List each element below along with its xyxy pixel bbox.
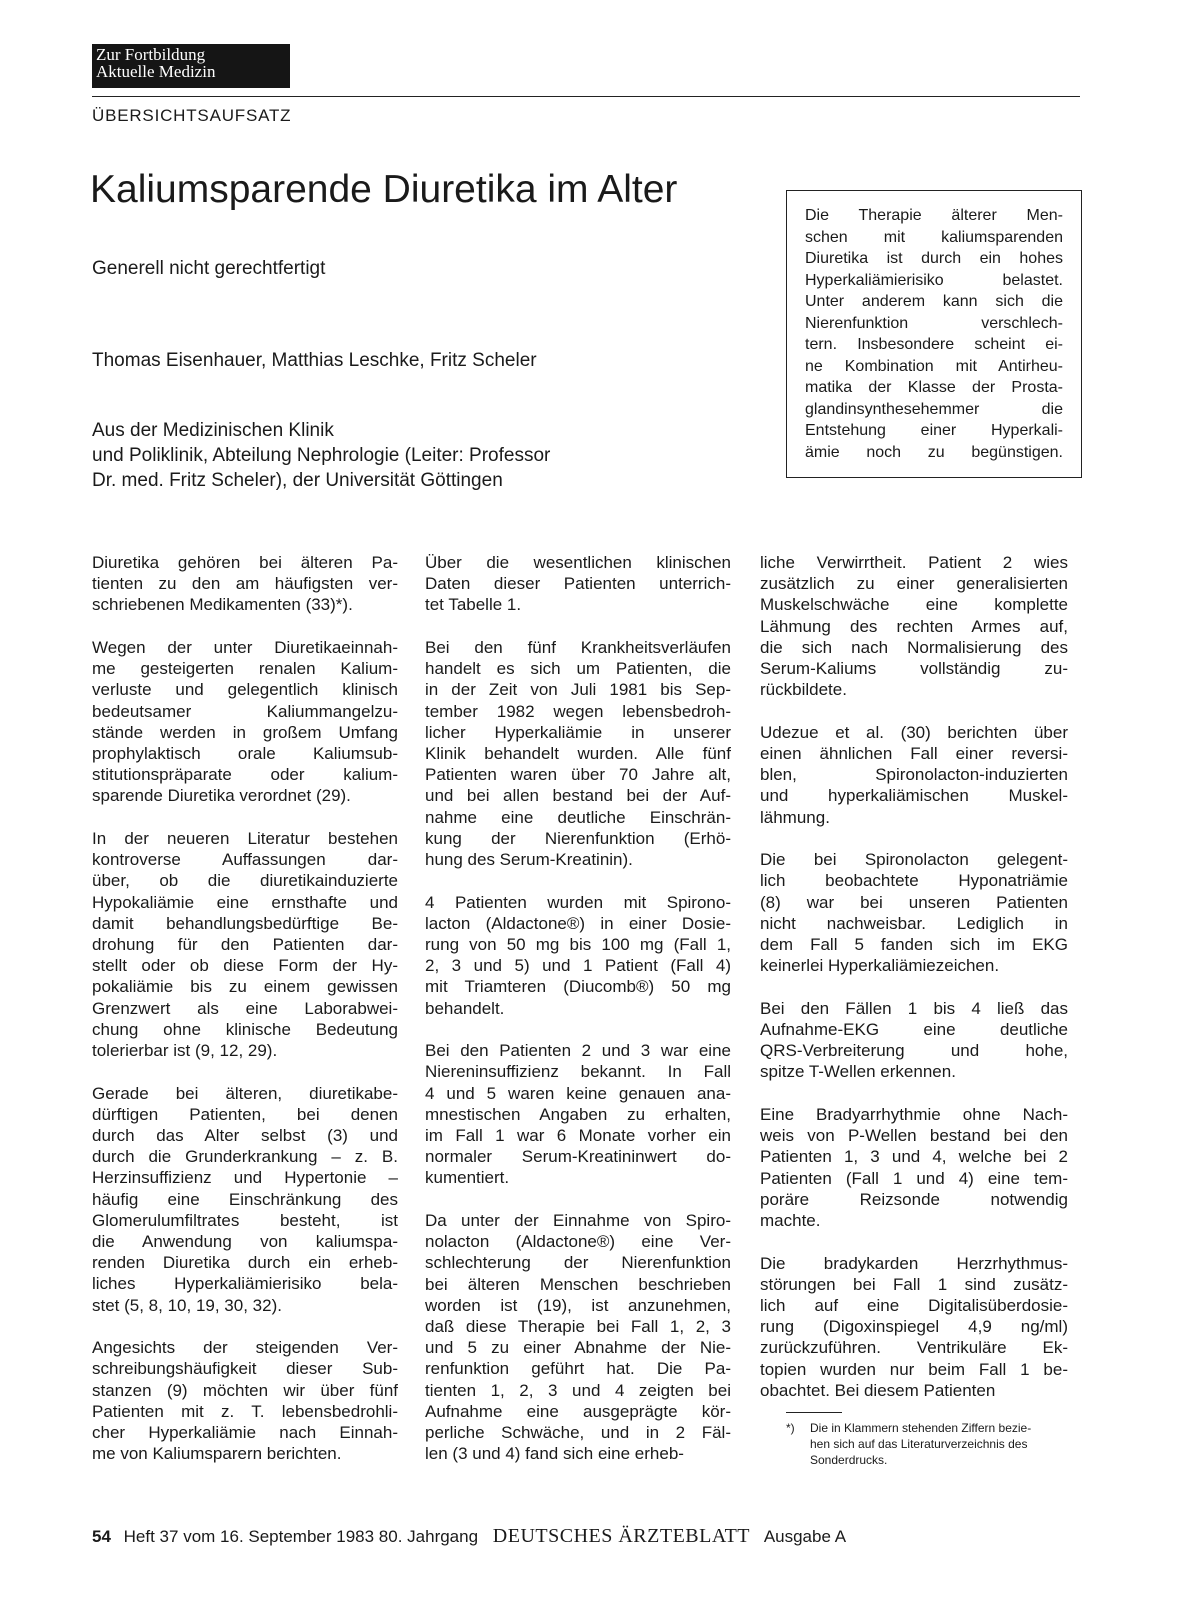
article-authors: Thomas Eisenhauer, Matthias Leschke, Fritz Scheler [92, 350, 537, 371]
footnote-line: Sonderdrucks. [810, 1453, 888, 1467]
paragraph-line: Diuretika gehören bei älteren Pa- [92, 553, 398, 572]
paragraph-line: Grenzwert als eine Laborabwei- [92, 998, 398, 1018]
paragraph-line: tienten 1, 2, 3 und 4 zeigten bei [425, 1380, 731, 1400]
paragraph-line: liche Verwirrtheit. Patient 2 wies [760, 553, 1068, 572]
paragraph-line: len (3 und 4) fand sich eine erheb- [425, 1444, 684, 1464]
footnote-line: Die in Klammern stehenden Ziffern bezie- [810, 1421, 1032, 1435]
paragraph-line: rung (Digoxinspiegel 4,9 ng/ml) [760, 1317, 1068, 1337]
paragraph [760, 1104, 1068, 1231]
paragraph-line: Serum-Kaliums vollständig zu- [760, 659, 1068, 679]
journal-name: DEUTSCHES ÄRZTEBLATT [492, 1525, 751, 1547]
paragraph-line: topien wurden nur beim Fall 1 be- [760, 1359, 1068, 1379]
paragraph-line: über, ob die diuretikainduzierte [92, 871, 398, 891]
paragraph-line: lich beobachtete Hyponatriämie [760, 871, 1068, 891]
paragraph-line: handelt es sich um Patienten, die [425, 659, 731, 679]
paragraph [92, 1337, 398, 1464]
paragraph-line: Udezue et al. (30) berichten über [760, 722, 1068, 742]
abstract-line: ämie noch zu begünstigen. [805, 443, 1063, 461]
paragraph-line: drohung für den Patienten dar- [92, 935, 398, 955]
paragraph [760, 1253, 1068, 1401]
paragraph [92, 828, 398, 1061]
paragraph-line: in der Zeit von Juli 1981 bis Sep- [425, 680, 731, 700]
paragraph-line: me von Kaliumsparern berichten. [92, 1444, 342, 1464]
paragraph-line: prophylaktisch orale Kaliumsub- [92, 744, 398, 764]
paragraph-line: Hypokaliämie eine ernsthafte und [92, 892, 398, 912]
paragraph-line: stellt oder ob diese Form der Hy- [92, 956, 398, 976]
paragraph [760, 849, 1068, 976]
paragraph-line: die Anwendung von kaliumspa- [92, 1232, 398, 1252]
paragraph-line: lähmung. [760, 807, 830, 827]
paragraph-line: Daten dieser Patienten unterrich- [425, 574, 731, 594]
paragraph-line: durch die Grunderkrankung – z. B. [92, 1147, 398, 1167]
abstract-line: matika der Klasse der Prosta- [805, 379, 1063, 396]
paragraph-line: schlechterung der Nierenfunktion [425, 1253, 731, 1273]
paragraph-line: kumentiert. [425, 1168, 510, 1188]
paragraph-line: bedeutsamer Kaliummangelzu- [92, 701, 398, 721]
affiliation [92, 418, 550, 493]
paragraph-line: poräre Reizsonde notwendig [760, 1189, 1068, 1209]
abstract-line: Unter anderem kann sich die [805, 293, 1063, 310]
article-subtitle: Generell nicht gerechtfertigt [92, 258, 326, 279]
paragraph-line: tolerierbar ist (9, 12, 29). [92, 1041, 278, 1061]
paragraph-line: lich auf eine Digitalisüberdosie- [760, 1296, 1068, 1316]
paragraph-line: Aufnahme-EKG eine deutliche [760, 1020, 1068, 1040]
paragraph-line: häufig eine Einschränkung des [92, 1189, 398, 1209]
paragraph-line: daß diese Therapie bei Fall 1, 2, 3 [425, 1317, 731, 1337]
paragraph [760, 722, 1068, 828]
paragraph-line: 4 Patienten wurden mit Spirono- [425, 892, 731, 912]
paragraph-line: Herzinsuffizienz und Hypertonie – [92, 1168, 398, 1188]
paragraph-line: stet (5, 8, 10, 19, 30, 32). [92, 1295, 282, 1315]
paragraph-line: bei älteren Menschen beschrieben [425, 1274, 731, 1294]
body-column-2 [425, 552, 731, 1486]
paragraph-line: nahme eine deutliche Einschrän- [425, 807, 731, 827]
paragraph-line: (8) war bei unseren Patienten [760, 892, 1068, 912]
header-rule [92, 96, 1080, 97]
paragraph-line: liches Hyperkaliämierisiko bela- [92, 1274, 398, 1294]
paragraph-line: renfunktion geführt hat. Die Pa- [425, 1359, 731, 1379]
footnote-mark: *) [786, 1421, 795, 1435]
paragraph-line: stände werden in großem Umfang [92, 722, 398, 742]
paragraph-line: einen ähnlichen Fall einer reversi- [760, 744, 1068, 764]
paragraph-line: nicht nachweisbar. Lediglich in [760, 913, 1068, 933]
paragraph-line: sparende Diuretika verordnet (29). [92, 786, 351, 806]
paragraph-line: Aufnahme eine ausgeprägte kör- [425, 1401, 731, 1421]
paragraph [92, 552, 398, 616]
paragraph-line: worden ist (19), ist anzunehmen, [425, 1295, 731, 1315]
paragraph-line: renden Diuretika durch ein erheb- [92, 1253, 398, 1273]
paragraph-line: Da unter der Einnahme von Spiro- [425, 1211, 731, 1231]
paragraph-line: zurückzuführen. Ventrikuläre Ek- [760, 1338, 1068, 1358]
paragraph-line: hung des Serum-Kreatinin). [425, 850, 633, 870]
abstract-line: Entstehung einer Hyperkali- [805, 422, 1063, 439]
paragraph-line: cher Hyperkaliämie nach Einnah- [92, 1423, 398, 1443]
paragraph [425, 1210, 731, 1464]
paragraph-line: behandelt. [425, 998, 505, 1018]
page-number: 54 [92, 1527, 111, 1546]
affiliation-line: Aus der Medizinischen Klinik [92, 420, 334, 441]
article-title: Kaliumsparende Diuretika im Alter [90, 168, 678, 211]
paragraph-line: Muskelschwäche eine komplette [760, 595, 1068, 615]
edition: Ausgabe A [763, 1527, 847, 1546]
section-badge [92, 44, 290, 88]
paragraph-line: dürftigen Patienten, bei denen [92, 1104, 398, 1124]
paragraph-line: Lähmung des rechten Armes auf, [760, 616, 1068, 636]
paragraph-line: obachtet. Bei diesem Patienten [760, 1380, 996, 1400]
paragraph-line: lacton (Aldactone®) in einer Dosie- [425, 913, 731, 933]
paragraph [425, 637, 731, 870]
abstract-line: glandinsynthesehemmer die [805, 400, 1063, 418]
paragraph-line: Eine Bradyarrhythmie ohne Nach- [760, 1105, 1068, 1125]
affiliation-line: Dr. med. Fritz Scheler), der Universität Göttingen [92, 470, 503, 491]
paragraph-line: damit behandlungsbedürftige Be- [92, 913, 398, 933]
paragraph-line: schreibungshäufigkeit dieser Sub- [92, 1359, 398, 1379]
paragraph-line: stitutionspräparate oder kalium- [92, 765, 398, 785]
paragraph-line: Die bei Spironolacton gelegent- [760, 850, 1068, 870]
affiliation-line: und Poliklinik, Abteilung Nephrologie (Leiter: Professor [92, 445, 551, 466]
paragraph-line: licher Hyperkaliämie in unserer [425, 722, 731, 742]
paragraph-line: weis von P-Wellen bestand bei den [760, 1126, 1068, 1146]
paragraph-line: Bei den Patienten 2 und 3 war eine [425, 1041, 731, 1061]
paragraph-line: mnestischen Angaben zu erhalten, [425, 1104, 731, 1124]
paragraph-line: Patienten (Fall 1 und 4) eine tem- [760, 1168, 1068, 1188]
paragraph [92, 637, 398, 807]
badge-line-1: Zur Fortbildung [96, 45, 206, 64]
paragraph-line: Die bradykarden Herzrhythmus- [760, 1253, 1068, 1273]
paragraph [425, 552, 731, 616]
paragraph-line: Bei den Fällen 1 bis 4 ließ das [760, 998, 1068, 1018]
paragraph [425, 1040, 731, 1188]
paragraph-line: stanzen (9) möchten wir über fünf [92, 1380, 398, 1400]
paragraph-line: normaler Serum-Kreatininwert do- [425, 1147, 731, 1167]
paragraph-line: verluste und gelegentlich klinisch [92, 680, 398, 700]
body-column-3 [760, 552, 1068, 1422]
paragraph-line: perliche Schwäche, und in 2 Fäl- [425, 1423, 731, 1443]
paragraph-line: mit Triamteren (Diucomb®) 50 mg [425, 977, 731, 997]
paragraph [760, 552, 1068, 700]
paragraph-line: 4 und 5 waren keine genauen ana- [425, 1083, 731, 1103]
paragraph-line: QRS-Verbreiterung und hohe, [760, 1041, 1068, 1061]
paragraph-line: 2, 3 und 5) und 1 Patient (Fall 4) [425, 956, 731, 976]
paragraph-line: spitze T-Wellen erkennen. [760, 1062, 956, 1082]
abstract-line: tern. Insbesondere scheint ei- [805, 336, 1063, 353]
paragraph-line: Bei den fünf Krankheitsverläufen [425, 638, 731, 657]
paragraph-line: Über die wesentlichen klinischen [425, 553, 731, 572]
paragraph-line: Gerade bei älteren, diuretikabe- [92, 1083, 398, 1103]
abstract-line: Nierenfunktion verschlech- [805, 314, 1063, 332]
paragraph-line: Klinik behandelt wurden. Alle fünf [425, 744, 731, 764]
abstract-line: ne Kombination mit Antirheu- [805, 357, 1063, 375]
paragraph-line: kontroverse Auffassungen dar- [92, 850, 398, 870]
body-column-1 [92, 552, 398, 1486]
badge-line-2: Aktuelle Medizin [96, 62, 216, 81]
paragraph-line: tet Tabelle 1. [425, 595, 522, 615]
section-label: ÜBERSICHTSAUFSATZ [92, 106, 292, 125]
paragraph-line: die sich nach Normalisierung des [760, 637, 1068, 657]
issue-info: Heft 37 vom 16. September 1983 80. Jahrgang [123, 1527, 479, 1546]
paragraph-line: Niereninsuffizienz bekannt. In Fall [425, 1062, 731, 1082]
abstract-line: Die Therapie älterer Men- [805, 207, 1063, 224]
paragraph-line: In der neueren Literatur bestehen [92, 829, 398, 849]
paragraph-line: machte. [760, 1211, 821, 1231]
paragraph-line: durch das Alter selbst (3) und [92, 1126, 398, 1146]
paragraph-line: pokaliämie bis zu einem gewissen [92, 977, 398, 997]
paragraph-line: schriebenen Medikamenten (33)*). [92, 595, 353, 615]
paragraph-line: nolacton (Aldactone®) eine Ver- [425, 1232, 731, 1252]
paragraph-line: und bei allen bestand bei der Auf- [425, 786, 731, 806]
page-footer [92, 1525, 846, 1548]
paragraph-line: und 5 zu einer Abnahme der Nie- [425, 1338, 731, 1358]
paragraph-line: blen, Spironolacton-induzierten [760, 765, 1068, 785]
paragraph-line: im Fall 1 war 6 Monate vorher ein [425, 1126, 731, 1146]
paragraph-line: rückbildete. [760, 680, 847, 700]
paragraph-line: Angesichts der steigenden Ver- [92, 1338, 398, 1358]
paragraph-line: kung der Nierenfunktion (Erhö- [425, 828, 731, 848]
paragraph-line: tienten zu den am häufigsten ver- [92, 574, 398, 594]
paragraph-line: störungen bei Fall 1 sind zusätz- [760, 1274, 1068, 1294]
paragraph-line: tember 1982 wegen lebensbedroh- [425, 701, 731, 721]
paragraph-line: Patienten waren über 70 Jahre alt, [425, 765, 731, 785]
abstract-line: Diuretika ist durch ein hohes [805, 250, 1063, 267]
paragraph [760, 998, 1068, 1083]
paragraph-line: chung ohne klinische Bedeutung [92, 1019, 398, 1039]
paragraph-line: dem Fall 5 fanden sich im EKG [760, 935, 1068, 955]
paragraph-line: rung von 50 mg bis 100 mg (Fall 1, [425, 935, 731, 955]
footnote-line: hen sich auf das Literaturverzeichnis des [810, 1437, 1028, 1451]
paragraph-line: keinerlei Hyperkaliämiezeichen. [760, 956, 1000, 976]
paragraph [425, 892, 731, 1019]
paragraph-line: me gesteigerten renalen Kalium- [92, 659, 398, 679]
abstract-line: Hyperkaliämierisiko belastet. [805, 271, 1063, 289]
paragraph-line: Patienten 1, 3 und 4, welche bei 2 [760, 1147, 1068, 1167]
paragraph-line: Patienten mit z. T. lebensbedrohli- [92, 1401, 398, 1421]
abstract-box [786, 190, 1082, 478]
footnote-rule [786, 1412, 842, 1413]
paragraph [92, 1083, 398, 1316]
paragraph-line: zusätzlich zu einer generalisierten [760, 574, 1068, 594]
paragraph-line: Wegen der unter Diuretikaeinnah- [92, 638, 398, 657]
paragraph-line: und hyperkaliämischen Muskel- [760, 786, 1068, 806]
paragraph-line: Glomerulumfiltrates besteht, ist [92, 1210, 398, 1230]
abstract-line: schen mit kaliumsparenden [805, 228, 1063, 246]
